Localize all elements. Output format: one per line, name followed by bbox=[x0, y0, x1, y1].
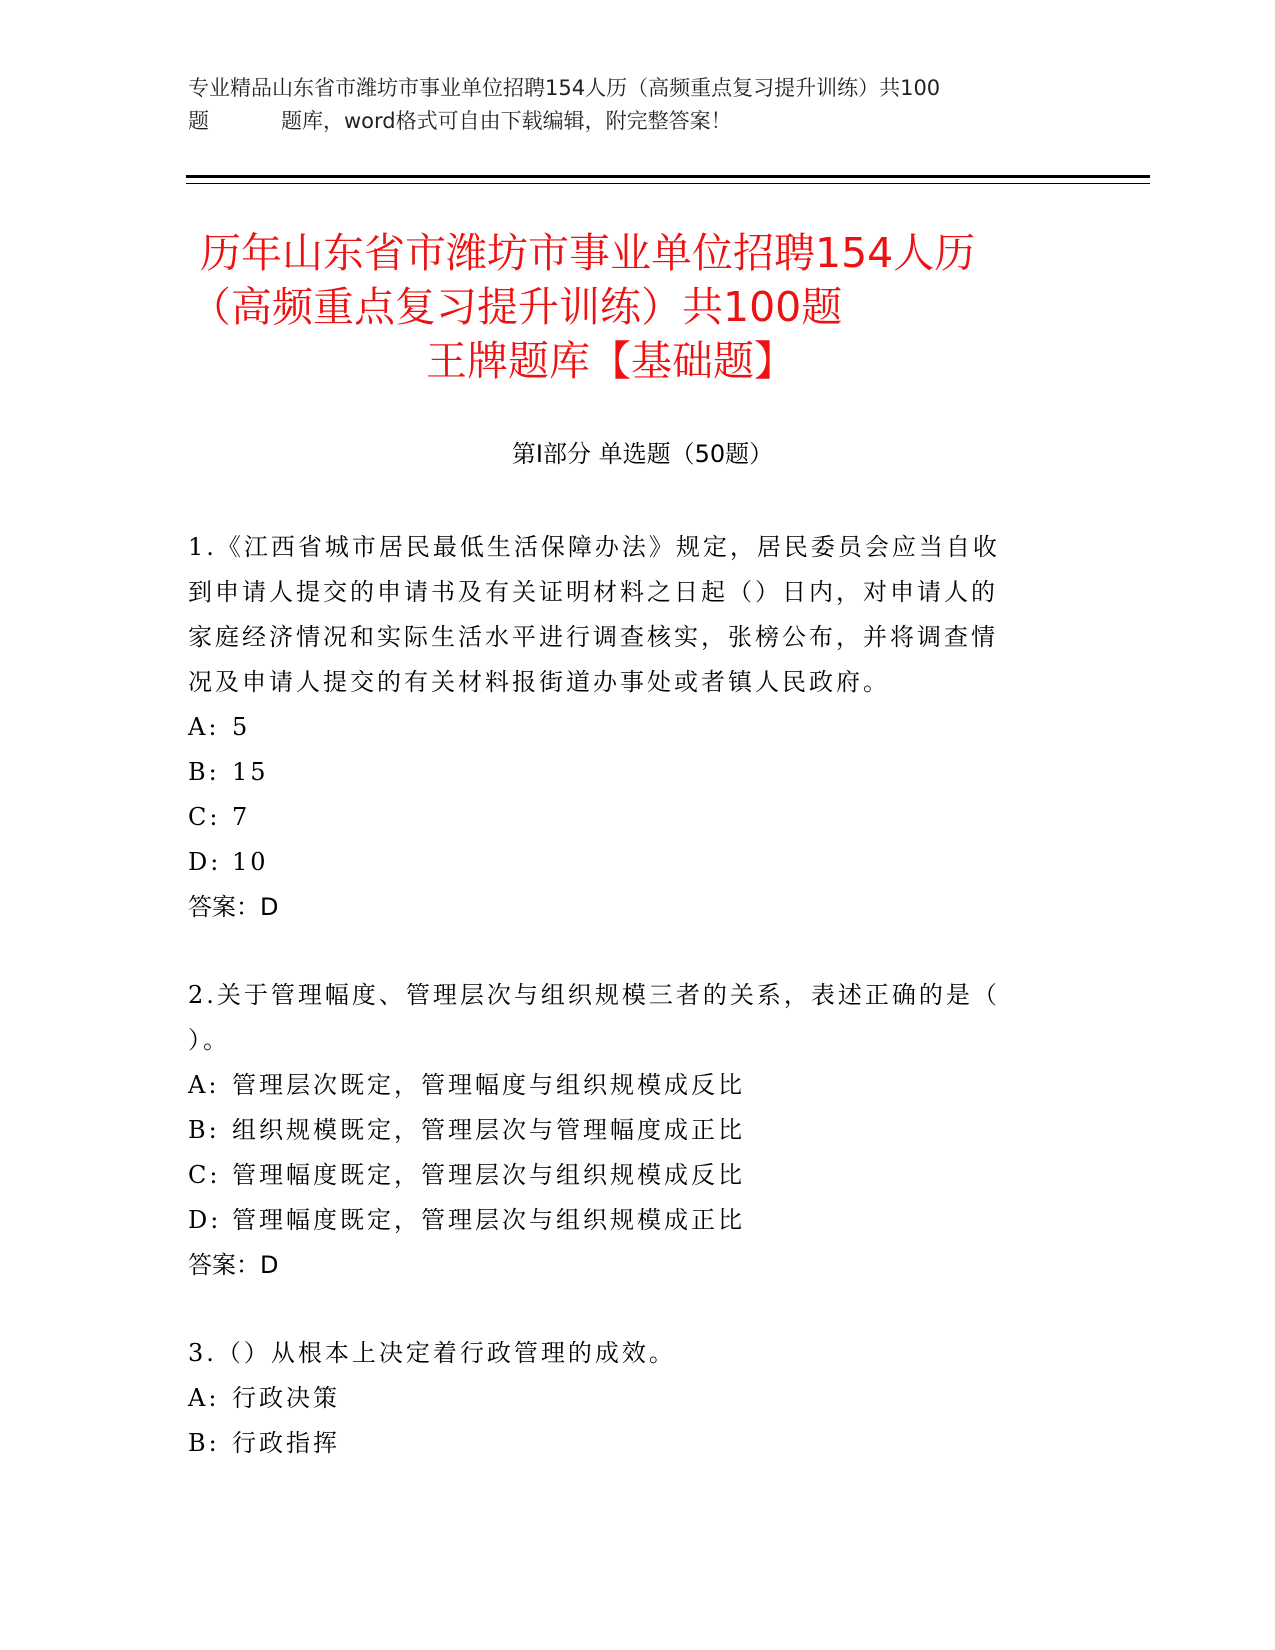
question-2-stem-line-1: 2.关于管理幅度、管理层次与组织规模三者的关系，表述正确的是（ bbox=[188, 981, 1000, 1009]
option-label: B: bbox=[188, 758, 220, 786]
question-1-stem-line-1: 1.《江西省城市居民最低生活保障办法》规定，居民委员会应当自收 bbox=[188, 533, 1000, 561]
question-2-option-c bbox=[188, 1153, 1068, 1198]
header-note-line-2 bbox=[188, 105, 1088, 138]
question-1-option-d bbox=[188, 840, 1068, 885]
header-divider-thin bbox=[186, 183, 1150, 184]
question-1 bbox=[188, 525, 1068, 930]
question-1-stem-line-2: 到申请人提交的申请书及有关证明材料之日起（）日内，对申请人的 bbox=[188, 578, 998, 606]
question-2-option-a bbox=[188, 1063, 1068, 1108]
question-3-option-a bbox=[188, 1376, 1068, 1421]
title-line-3: 王牌题库【基础题】 bbox=[426, 337, 795, 385]
question-2-stem-line-2: ）。 bbox=[188, 1026, 230, 1054]
option-label: A: bbox=[188, 1071, 220, 1099]
question-3 bbox=[188, 1331, 1068, 1466]
option-text: 5 bbox=[232, 713, 251, 741]
option-label: A: bbox=[188, 1384, 220, 1412]
question-1-stem-line-3: 家庭经济情况和实际生活水平进行调查核实，张榜公布，并将调查情 bbox=[188, 623, 998, 651]
question-1-option-b bbox=[188, 750, 1068, 795]
header-note-line-1: 专业精品山东省市潍坊市事业单位招聘154人历（高频重点复习提升训练）共100 bbox=[188, 76, 941, 100]
question-3-stem-line-1: 3.（）从根本上决定着行政管理的成效。 bbox=[188, 1339, 676, 1367]
option-text: 15 bbox=[232, 758, 269, 786]
header-note bbox=[188, 72, 1088, 138]
header-note-line-2-prefix: 题 bbox=[188, 109, 209, 133]
option-label: C: bbox=[188, 803, 221, 831]
option-label: B: bbox=[188, 1116, 220, 1144]
option-label: A: bbox=[188, 713, 220, 741]
option-label: C: bbox=[188, 1161, 221, 1189]
question-2 bbox=[188, 973, 1068, 1288]
title-line-2: （高频重点复习提升训练）共100题 bbox=[190, 283, 843, 331]
option-text: 组织规模既定，管理层次与管理幅度成正比 bbox=[232, 1116, 745, 1144]
option-label: B: bbox=[188, 1429, 220, 1457]
title-line-1: 历年山东省市潍坊市事业单位招聘154人历 bbox=[200, 229, 976, 277]
option-text: 7 bbox=[232, 803, 251, 831]
option-text: 行政决策 bbox=[232, 1384, 340, 1412]
option-text: 10 bbox=[232, 848, 269, 876]
option-text: 行政指挥 bbox=[232, 1429, 340, 1457]
option-text: 管理层次既定，管理幅度与组织规模成反比 bbox=[232, 1071, 745, 1099]
question-3-option-b bbox=[188, 1421, 1068, 1466]
document-title bbox=[150, 226, 1125, 388]
question-1-option-c bbox=[188, 795, 1068, 840]
header-note-line-2-rest: 题库，word格式可自由下载编辑，附完整答案！ bbox=[281, 109, 732, 133]
option-text: 管理幅度既定，管理层次与组织规模成正比 bbox=[232, 1206, 745, 1234]
question-1-answer: 答案：D bbox=[188, 893, 279, 921]
question-1-stem-line-4: 况及申请人提交的有关材料报街道办事处或者镇人民政府。 bbox=[188, 668, 890, 696]
question-2-option-d bbox=[188, 1198, 1068, 1243]
question-list bbox=[188, 525, 1068, 1509]
option-label: D: bbox=[188, 1206, 222, 1234]
question-1-option-a bbox=[188, 705, 1068, 750]
section-title: 第Ⅰ部分 单选题（50题） bbox=[511, 440, 774, 468]
header-divider-thick bbox=[186, 175, 1150, 178]
option-label: D: bbox=[188, 848, 222, 876]
option-text: 管理幅度既定，管理层次与组织规模成反比 bbox=[232, 1161, 745, 1189]
question-2-option-b bbox=[188, 1108, 1068, 1153]
question-2-answer: 答案：D bbox=[188, 1251, 279, 1279]
